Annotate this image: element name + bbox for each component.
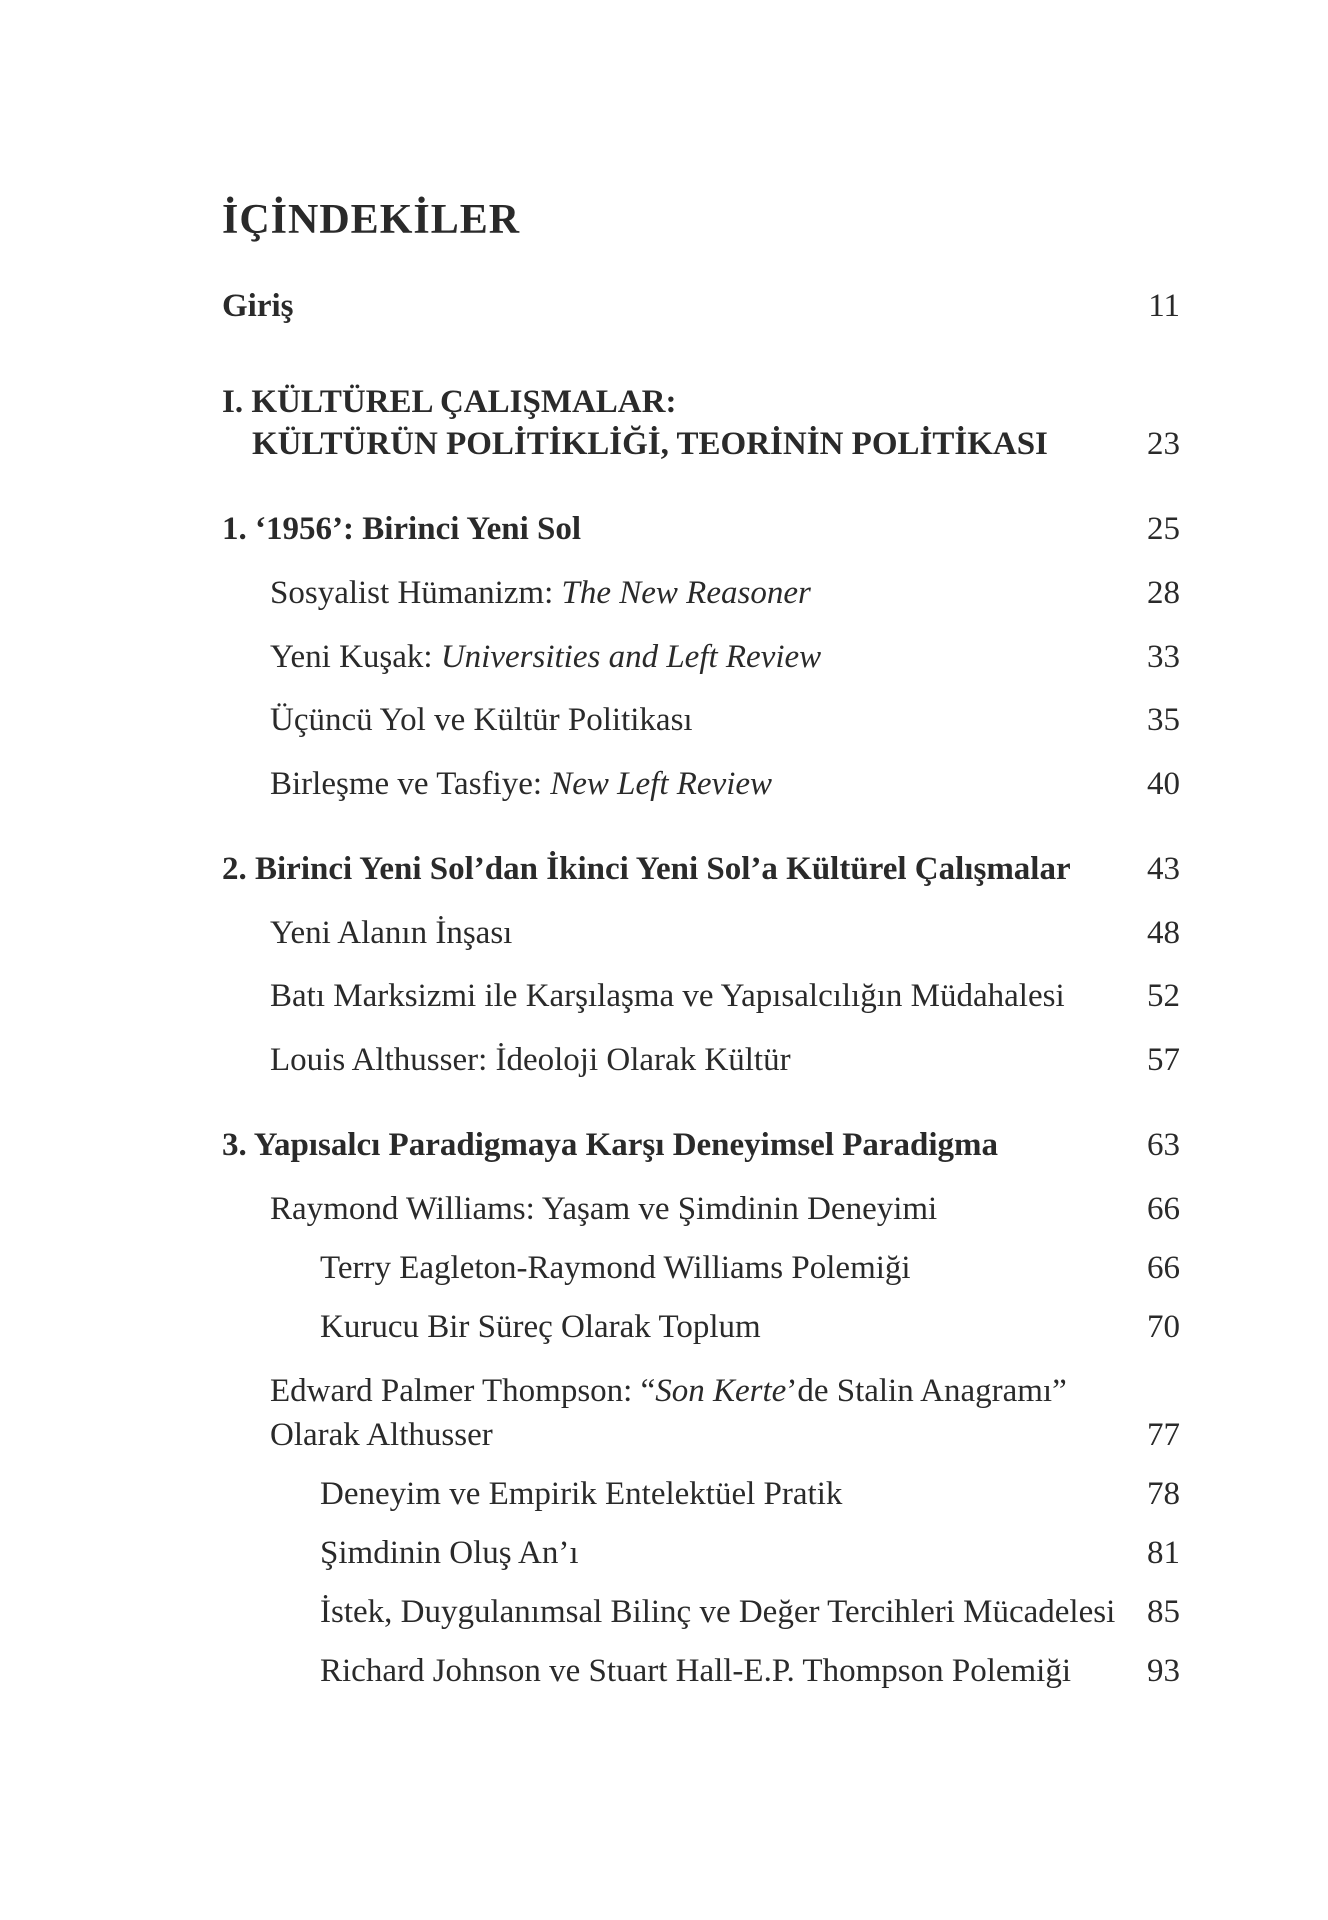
toc-page-number: 33	[1147, 639, 1180, 675]
toc-page-number: 78	[1147, 1476, 1180, 1512]
toc-page-number: 63	[1147, 1127, 1180, 1163]
toc-entry-label: I. KÜLTÜREL ÇALIŞMALAR:	[222, 384, 677, 420]
toc-entry-label: Sosyalist Hümanizm: The New Reasoner	[270, 575, 811, 611]
toc-entry-label: 3. Yapısalcı Paradigmaya Karşı Deneyimsel Paradigma	[222, 1127, 999, 1163]
toc-page-number: 81	[1147, 1535, 1180, 1571]
toc-page-number: 28	[1147, 575, 1180, 611]
toc-entry-subsection[interactable]	[0, 1653, 1328, 1699]
toc-page-number: 52	[1147, 978, 1180, 1014]
toc-page-number: 70	[1147, 1309, 1180, 1345]
toc-entry-subsection[interactable]	[0, 1594, 1328, 1640]
toc-entry-section[interactable]	[0, 1191, 1328, 1237]
toc-page-number: 77	[1147, 1417, 1180, 1453]
toc-entry-section[interactable]	[0, 1373, 1328, 1419]
toc-page-number: 66	[1147, 1191, 1180, 1227]
toc-entry-label: Louis Althusser: İdeoloji Olarak Kültür	[270, 1042, 791, 1078]
toc-entry-chapter-3[interactable]	[0, 1127, 1328, 1173]
toc-entry-label: Richard Johnson ve Stuart Hall-E.P. Thompson Polemiği	[320, 1653, 1072, 1689]
toc-entry-label: Yeni Alanın İnşası	[270, 915, 513, 951]
page-title: İÇİNDEKİLER	[222, 197, 521, 243]
toc-page-number: 57	[1147, 1042, 1180, 1078]
toc-entry-subsection[interactable]	[0, 1250, 1328, 1296]
toc-entry-label: 2. Birinci Yeni Sol’dan İkinci Yeni Sol’a Kültürel Çalışmalar	[222, 851, 1071, 887]
toc-entry-label: Şimdinin Oluş An’ı	[320, 1535, 579, 1571]
toc-entry-giris[interactable]	[0, 288, 1328, 334]
toc-entry-section[interactable]	[0, 915, 1328, 961]
toc-page-number: 43	[1147, 851, 1180, 887]
toc-entry-label: Üçüncü Yol ve Kültür Politikası	[270, 702, 693, 738]
toc-entry-label: KÜLTÜRÜN POLİTİKLİĞİ, TEORİNİN POLİTİKASI	[252, 426, 1048, 462]
toc-page-number: 11	[1148, 288, 1180, 324]
toc-entry-label: 1. ‘1956’: Birinci Yeni Sol	[222, 511, 582, 547]
toc-entry-subsection[interactable]	[0, 1309, 1328, 1355]
toc-entry-part-1[interactable]	[0, 384, 1328, 430]
toc-entry-label: İstek, Duygulanımsal Bilinç ve Değer Tercihleri Mücadelesi	[320, 1594, 1116, 1630]
toc-entry-label: Giriş	[222, 288, 294, 324]
toc-entry-label: Raymond Williams: Yaşam ve Şimdinin Deneyimi	[270, 1191, 938, 1227]
toc-entry-label: Olarak Althusser	[270, 1417, 493, 1453]
toc-page-number: 66	[1147, 1250, 1180, 1286]
toc-entry-subsection[interactable]	[0, 1476, 1328, 1522]
toc-page-number: 40	[1147, 766, 1180, 802]
toc-entry-chapter-2[interactable]	[0, 851, 1328, 897]
toc-entry-label: Batı Marksizmi ile Karşılaşma ve Yapısalcılığın Müdahalesi	[270, 978, 1065, 1014]
toc-entry-label: Edward Palmer Thompson: “Son Kerte’de Stalin Anagramı”	[270, 1373, 1067, 1409]
toc-entry-label: Yeni Kuşak: Universities and Left Review	[270, 639, 822, 675]
toc-entry-section[interactable]	[0, 639, 1328, 685]
toc-entry-section[interactable]	[0, 702, 1328, 748]
toc-page-number: 85	[1147, 1594, 1180, 1630]
toc-entry-subsection[interactable]	[0, 1535, 1328, 1581]
toc-entry-label: Terry Eagleton-Raymond Williams Polemiği	[320, 1250, 911, 1286]
toc-entry-part-1-line2[interactable]	[0, 426, 1328, 472]
toc-entry-label: Birleşme ve Tasfiye: New Left Review	[270, 766, 773, 802]
toc-entry-label: Deneyim ve Empirik Entelektüel Pratik	[320, 1476, 843, 1512]
toc-page-number: 48	[1147, 915, 1180, 951]
toc-entry-section-line2[interactable]	[0, 1417, 1328, 1463]
toc-page-number: 35	[1147, 702, 1180, 738]
toc-entry-chapter-1[interactable]	[0, 511, 1328, 557]
toc-entry-section[interactable]	[0, 575, 1328, 621]
toc-entry-section[interactable]	[0, 766, 1328, 812]
toc-entry-section[interactable]	[0, 1042, 1328, 1088]
toc-page-number: 23	[1147, 426, 1180, 462]
toc-page-number: 25	[1147, 511, 1180, 547]
toc-entry-section[interactable]	[0, 978, 1328, 1024]
toc-page-number: 93	[1147, 1653, 1180, 1689]
toc-entry-label: Kurucu Bir Süreç Olarak Toplum	[320, 1309, 761, 1345]
